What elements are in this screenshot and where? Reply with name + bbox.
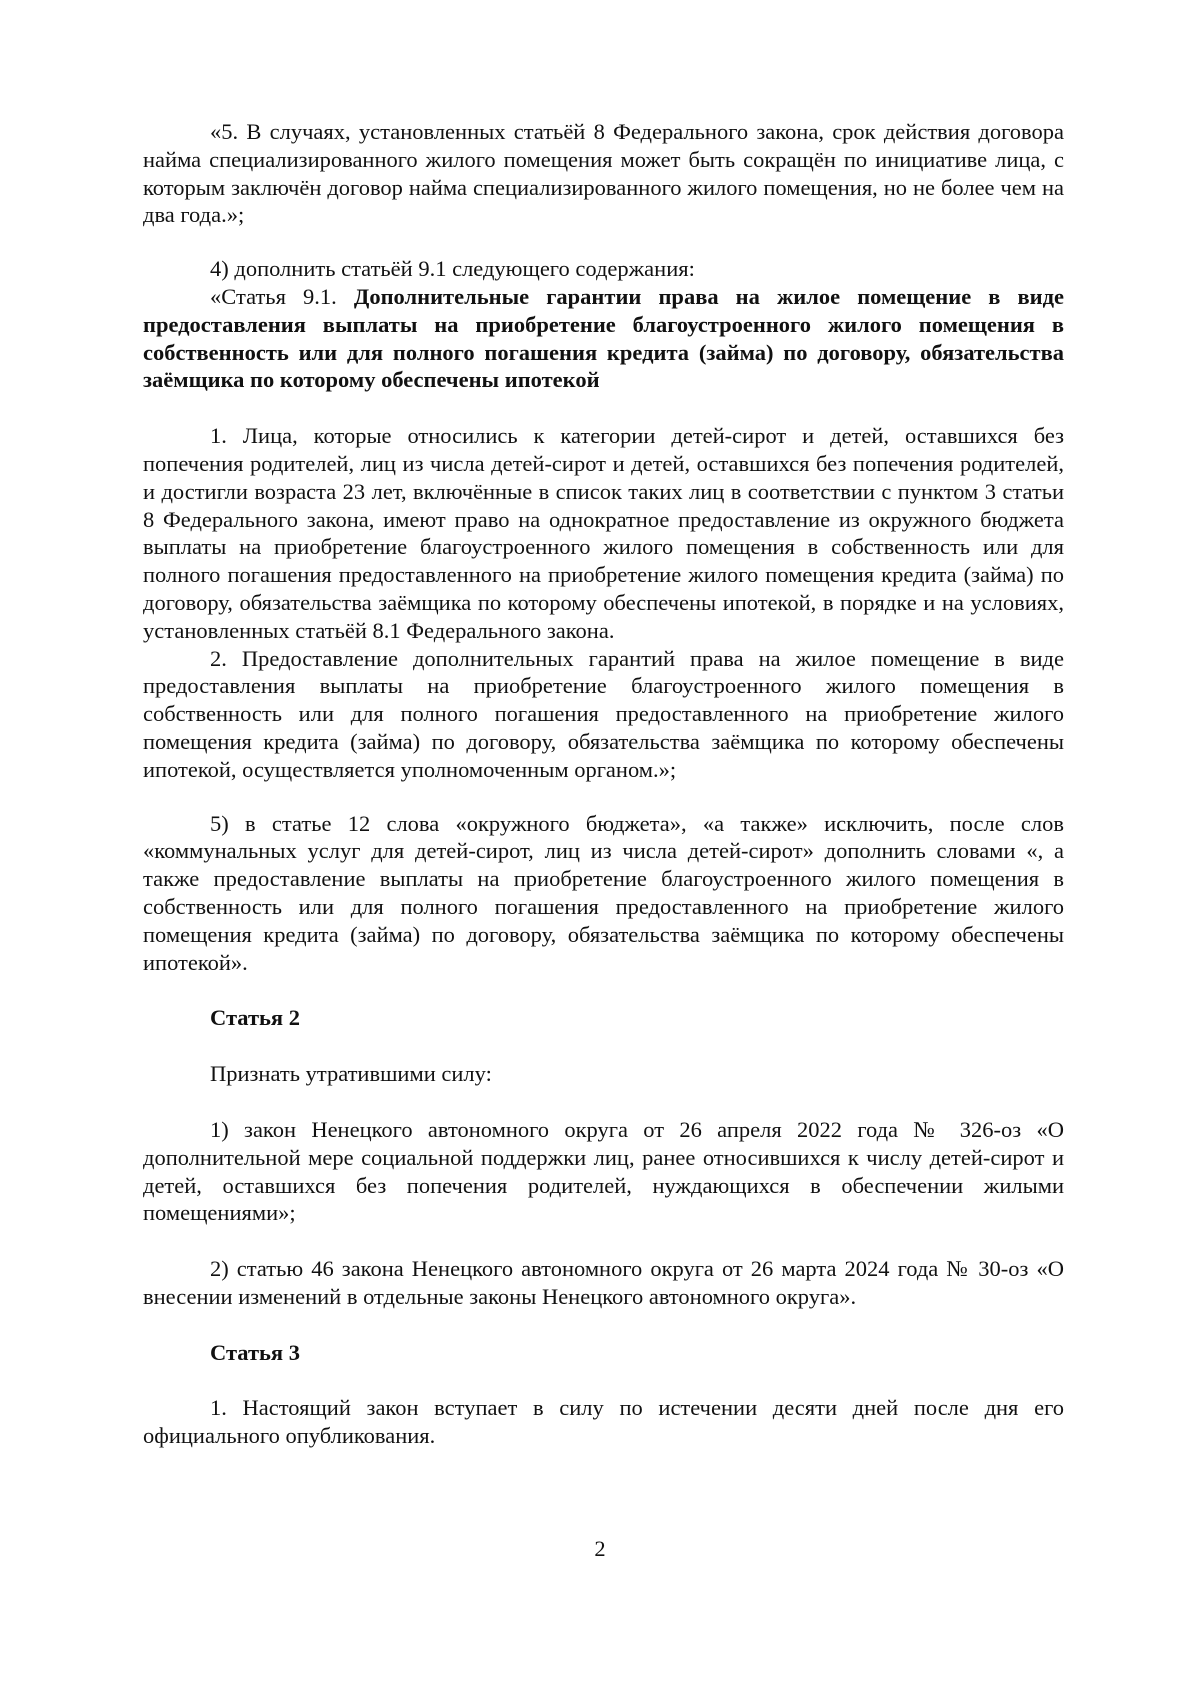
paragraph-item-5: 5) в статье 12 слова «окружного бюджета», «а также» исключить, после слов «коммунальных услуг для детей-сирот, лиц из числа детей-сирот» дополнить словами «, а также предоставление выплаты на приобретение благоустроенного жилого помещения в собственность или для полного погашения предоставленного на приобретение жилого помещения кредита (займа) по договору, обязательства заёмщика по которому обеспечены ипотекой».	[143, 810, 1064, 975]
document-page	[143, 118, 1064, 1450]
paragraph-item-4: 4) дополнить статьёй 9.1 следующего содержания:	[210, 256, 695, 282]
article-9-1-prefix: «Статья 9.1.	[210, 283, 354, 309]
article-2-heading: Статья 2	[210, 1005, 300, 1031]
paragraph-repeal-item-2: 2) статью 46 закона Ненецкого автономного округа от 26 марта 2024 года № 30-оз «О внесении изменений в отдельные законы Ненецкого автономного округа».	[143, 1256, 1064, 1309]
paragraph-article-9-1-part-1: 1. Лица, которые относились к категории детей-сирот и детей, оставшихся без попечения родителей, лиц из числа детей-сирот и детей, оставшихся без попечения родителей, и достигли возраста 23 лет, включённые в список таких лиц в соответствии с пунктом 3 статьи 8 Федерального закона, имеют право на однократное предоставление из окружного бюджета выплаты на приобретение благоустроенного жилого помещения в собственность или для полного погашения предоставленного на приобретение жилого помещения кредита (займа) по договору, обязательства заёмщика по которому обеспечены ипотекой, в порядке и на условиях, установленных статьёй 8.1 Федерального закона.	[143, 423, 1064, 643]
paragraph-clause-5: «5. В случаях, установленных статьёй 8 Федерального закона, срок действия договора найма специализированного жилого помещения может быть сокращён по инициативе лица, с которым заключён договор найма специализированного жилого помещения, но не более чем на два года.»;	[143, 119, 1064, 228]
paragraph-article-9-1-title	[143, 283, 1064, 394]
page-number: 2	[594, 1536, 606, 1561]
paragraph-repeal-intro: Признать утратившими силу:	[210, 1061, 492, 1087]
paragraph-article-9-1-part-2: 2. Предоставление дополнительных гарантий права на жилое помещение в виде предоставления выплаты на приобретение благоустроенного жилого помещения в собственность или для полного погашения предоставленного на приобретение жилого помещения кредита (займа) по договору, обязательства заёмщика по которому обеспечены ипотекой, осуществляется уполномоченным органом.»;	[143, 645, 1064, 782]
article-3-heading: Статья 3	[210, 1339, 300, 1365]
paragraph-article-3-part-1: 1. Настоящий закон вступает в силу по истечении десяти дней после дня его официального опубликования.	[143, 1395, 1064, 1449]
article-9-1-heading: Дополнительные гарантии права на жилое помещение в виде предоставления выплаты на приобретение благоустроенного жилого помещения в собственность или для полного погашения кредита (займа) по договору, обязательства заёмщика по которому обеспечены ипотекой	[143, 283, 1064, 393]
paragraph-repeal-item-1: 1) закон Ненецкого автономного округа от 26 апреля 2022 года № 326-оз «О дополнительной мере социальной поддержки лиц, ранее относившихся к числу детей-сирот и детей, оставшихся без попечения родителей, нуждающихся в обеспечении жилыми помещениями»;	[143, 1116, 1064, 1226]
